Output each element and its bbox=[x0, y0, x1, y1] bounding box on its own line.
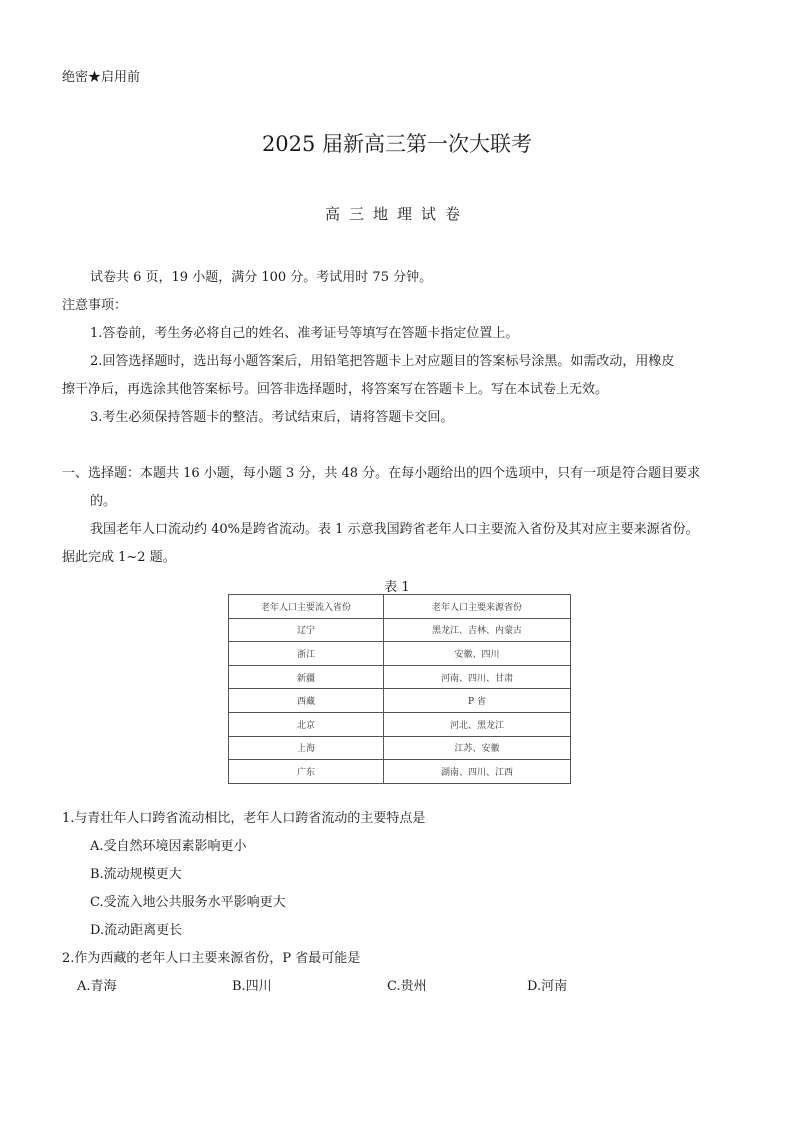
table-row bbox=[229, 618, 571, 642]
exam-intro: 试卷共 6 页，19 小题，满分 100 分。考试用时 75 分钟。 bbox=[90, 270, 433, 285]
question-1-option-b: B.流动规模更大 bbox=[90, 867, 182, 882]
inflow-province-cell: 上海 bbox=[229, 736, 384, 760]
inflow-province-cell: 新疆 bbox=[229, 665, 384, 689]
source-province-cell: 河北、黑龙江 bbox=[384, 712, 571, 736]
migration-table bbox=[228, 594, 571, 784]
inflow-province-cell: 广东 bbox=[229, 760, 384, 784]
note-item-2-line-2: 擦干净后，再选涂其他答案标号。回答非选择题时，将答案写在答题卡上。写在本试卷上无效。 bbox=[62, 382, 609, 397]
question-1-option-d: D.流动距离更长 bbox=[90, 923, 183, 938]
question-2-option-a: A.青海 bbox=[77, 979, 117, 994]
question-2-option-c: C.贵州 bbox=[387, 979, 427, 994]
header-cell-source: 老年人口主要来源省份 bbox=[384, 595, 571, 619]
passage-line-2: 据此完成 1~2 题。 bbox=[62, 550, 176, 565]
table-row bbox=[229, 712, 571, 736]
section-heading-line-2: 的。 bbox=[90, 494, 117, 509]
question-2-option-d: D.河南 bbox=[527, 979, 568, 994]
source-province-cell: 黑龙江、吉林、内蒙古 bbox=[384, 618, 571, 642]
notes-heading: 注意事项： bbox=[62, 298, 128, 313]
exam-title: 2025 届新高三第一次大联考 bbox=[261, 132, 533, 156]
table-row bbox=[229, 665, 571, 689]
note-item-3: 3.考生必须保持答题卡的整洁。考试结束后，请将答题卡交回。 bbox=[90, 410, 454, 425]
question-1-stem: 1.与青壮年人口跨省流动相比，老年人口跨省流动的主要特点是 bbox=[62, 811, 426, 826]
table-row bbox=[229, 736, 571, 760]
inflow-province-cell: 浙江 bbox=[229, 642, 384, 666]
question-1-option-c: C.受流入地公共服务水平影响更大 bbox=[90, 895, 286, 910]
table-row bbox=[229, 689, 571, 713]
source-province-cell: P 省 bbox=[384, 689, 571, 713]
exam-subtitle: 高三地理试卷 bbox=[324, 205, 469, 223]
inflow-province-cell: 北京 bbox=[229, 712, 384, 736]
question-1-option-a: A.受自然环境因素影响更小 bbox=[90, 839, 247, 854]
inflow-province-cell: 辽宁 bbox=[229, 618, 384, 642]
table-row bbox=[229, 642, 571, 666]
table-row bbox=[229, 760, 571, 784]
table-caption: 表 1 bbox=[384, 580, 410, 595]
source-province-cell: 江苏、安徽 bbox=[384, 736, 571, 760]
passage-line-1: 我国老年人口流动约 40%是跨省流动。表 1 示意我国跨省老年人口主要流入省份及其对应主要来源省份。 bbox=[90, 522, 699, 537]
source-province-cell: 河南、四川、甘肃 bbox=[384, 665, 571, 689]
header-cell-inflow: 老年人口主要流入省份 bbox=[229, 595, 384, 619]
source-province-cell: 湖南、四川、江西 bbox=[384, 760, 571, 784]
inflow-province-cell: 西藏 bbox=[229, 689, 384, 713]
question-2-stem: 2.作为西藏的老年人口主要来源省份，P 省最可能是 bbox=[62, 951, 361, 966]
section-heading-line-1: 一、选择题：本题共 16 小题，每小题 3 分，共 48 分。在每小题给出的四个选项中，只有一项是符合题目要求 bbox=[62, 466, 701, 481]
note-item-2-line-1: 2.回答选择题时，选出每小题答案后，用铅笔把答题卡上对应题目的答案标号涂黑。如需改动，用橡皮 bbox=[90, 354, 675, 369]
table-header-row bbox=[229, 595, 571, 619]
source-province-cell: 安徽、四川 bbox=[384, 642, 571, 666]
note-item-1: 1.答卷前，考生务必将自己的姓名、准考证号等填写在答题卡指定位置上。 bbox=[90, 326, 519, 341]
confidential-mark: 绝密★启用前 bbox=[62, 70, 141, 85]
question-2-option-b: B.四川 bbox=[232, 979, 272, 994]
